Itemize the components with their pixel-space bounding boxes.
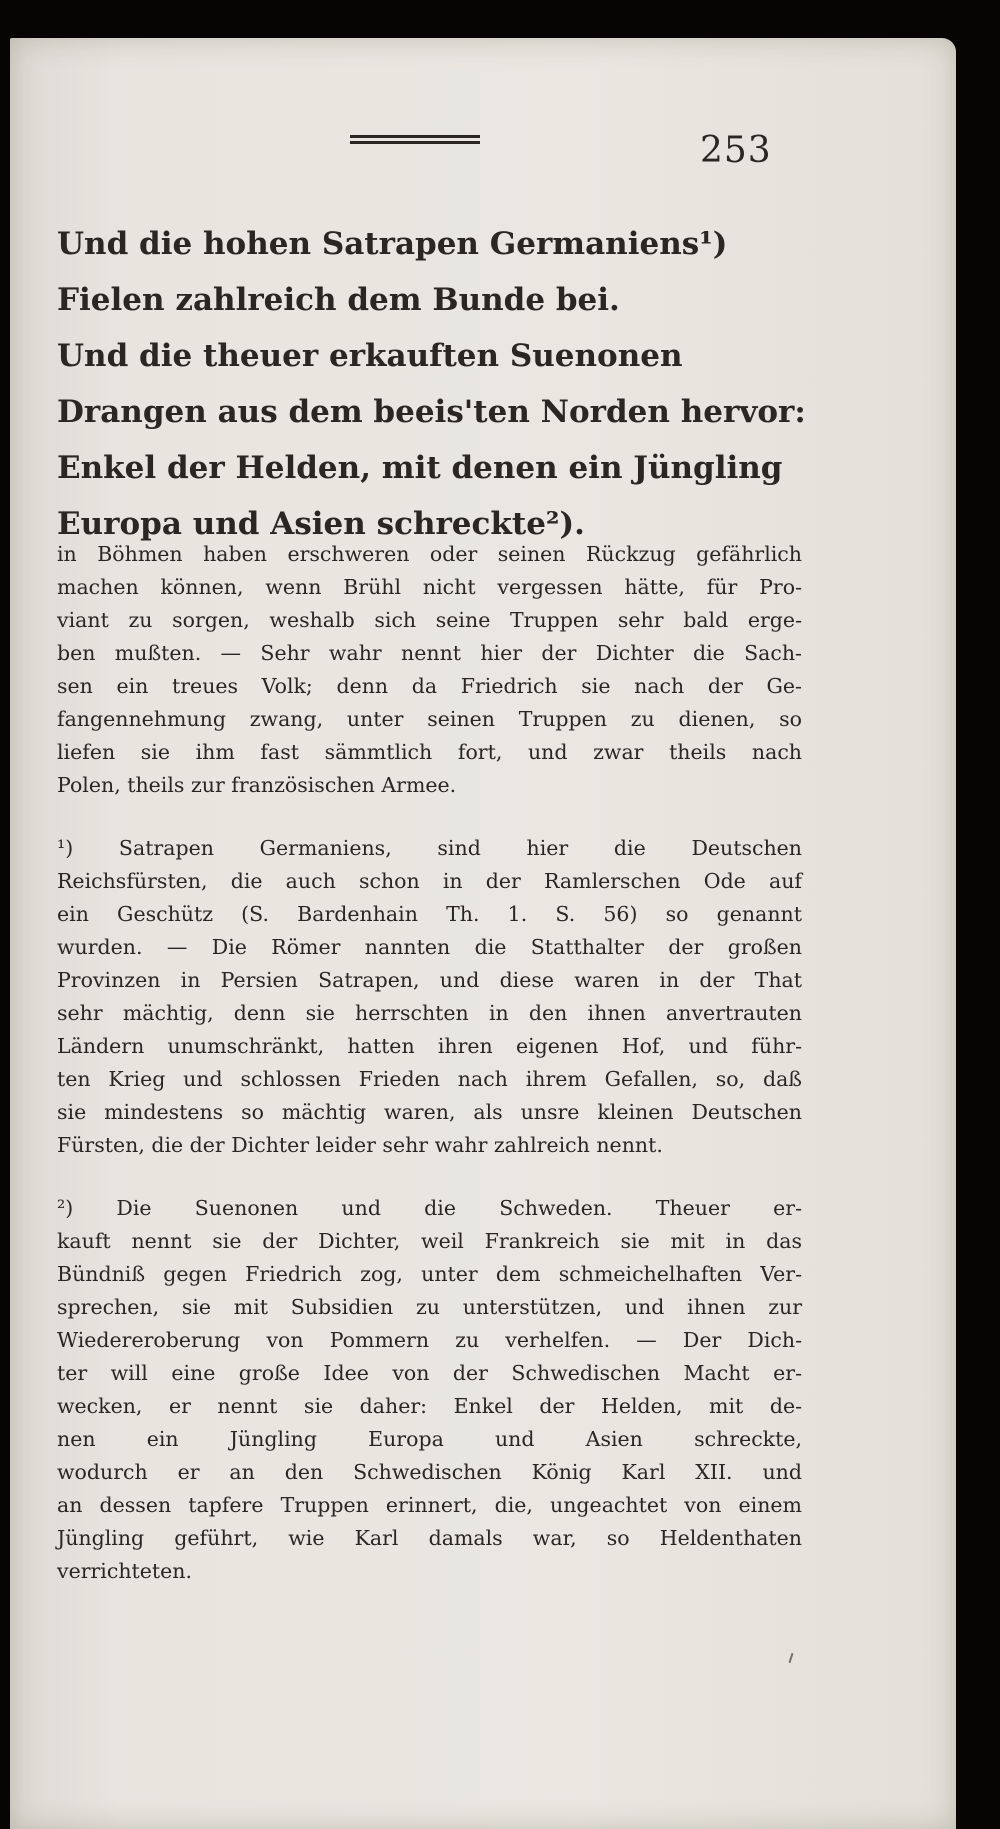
note-line: Fürsten, die der Dichter leider sehr wahr zahlreich nennt.: [57, 1133, 663, 1157]
note-line: viant zu sorgen, weshalb sich seine Truppen sehr bald erge-: [57, 608, 802, 632]
header-rule: [350, 135, 480, 147]
ink-mark: [789, 1653, 794, 1663]
note-line: ter will eine große Idee von der Schwedischen Macht er-: [57, 1361, 802, 1385]
note-line: sen ein treues Volk; denn da Friedrich sie nach der Ge-: [57, 674, 802, 698]
note-line: in Böhmen haben erschweren oder seinen Rückzug gefährlich: [57, 542, 802, 566]
poem-line: Fielen zahlreich dem Bunde bei.: [57, 282, 620, 318]
note-line: Wiedereroberung von Pommern zu verhelfen. — Der Dich-: [57, 1328, 802, 1352]
note-line: ²) Die Suenonen und die Schweden. Theuer er-: [57, 1196, 802, 1220]
poem-line: Und die hohen Satrapen Germaniens¹): [57, 226, 728, 262]
note-line: verrichteten.: [57, 1559, 193, 1583]
note-line: Bündniß gegen Friedrich zog, unter dem schmeichelhaften Ver-: [57, 1262, 802, 1286]
note-line: an dessen tapfere Truppen erinnert, die, ungeachtet von einem: [57, 1493, 802, 1517]
poem-line: Und die theuer erkauften Suenonen: [57, 338, 683, 374]
note-line: Polen, theils zur französischen Armee.: [57, 773, 457, 797]
note-line: Provinzen in Persien Satrapen, und diese waren in der That: [57, 968, 802, 992]
poem-line: Drangen aus dem beeis'ten Norden hervor:: [57, 394, 806, 430]
book-page: [10, 38, 956, 1829]
note-line: wurden. — Die Römer nannten die Statthalter der großen: [57, 935, 802, 959]
note-line: sprechen, sie mit Subsidien zu unterstützen, und ihnen zur: [57, 1295, 802, 1319]
note-line: machen können, wenn Brühl nicht vergessen hätte, für Pro-: [57, 575, 802, 599]
note-line: kauft nennt sie der Dichter, weil Frankreich sie mit in das: [57, 1229, 802, 1253]
note-line: fangennehmung zwang, unter seinen Truppen zu dienen, so: [57, 707, 802, 731]
poem-line: Europa und Asien schreckte²).: [57, 506, 585, 542]
footnote-1: [57, 832, 802, 1162]
note-line: Jüngling geführt, wie Karl damals war, so Heldenthaten: [57, 1526, 802, 1550]
footnote-2: [57, 1192, 802, 1588]
note-line: ten Krieg und schlossen Frieden nach ihrem Gefallen, so, daß: [57, 1067, 802, 1091]
note-line: Reichsfürsten, die auch schon in der Ramlerschen Ode auf: [57, 869, 802, 893]
note-line: wecken, er nennt sie daher: Enkel der Helden, mit de-: [57, 1394, 802, 1418]
poem-block: [57, 216, 857, 552]
poem-line: Enkel der Helden, mit denen ein Jüngling: [57, 450, 783, 486]
footnotes-block: [57, 538, 802, 1588]
note-line: sie mindestens so mächtig waren, als unsre kleinen Deutschen: [57, 1100, 802, 1124]
note-line: ¹) Satrapen Germaniens, sind hier die Deutschen: [57, 836, 802, 860]
note-line: wodurch er an den Schwedischen König Karl XII. und: [57, 1460, 802, 1484]
note-line: sehr mächtig, denn sie herrschten in den ihnen anvertrauten: [57, 1001, 802, 1025]
note-line: ben mußten. — Sehr wahr nennt hier der Dichter die Sach-: [57, 641, 802, 665]
note-line: liefen sie ihm fast sämmtlich fort, und zwar theils nach: [57, 740, 802, 764]
note-line: ein Geschütz (S. Bardenhain Th. 1. S. 56) so genannt: [57, 902, 802, 926]
note-line: nen ein Jüngling Europa und Asien schreckte,: [57, 1427, 802, 1451]
note-line: Ländern unumschränkt, hatten ihren eigenen Hof, und führ-: [57, 1034, 802, 1058]
page-number: 253: [700, 130, 772, 171]
note-continuation: [57, 538, 802, 802]
